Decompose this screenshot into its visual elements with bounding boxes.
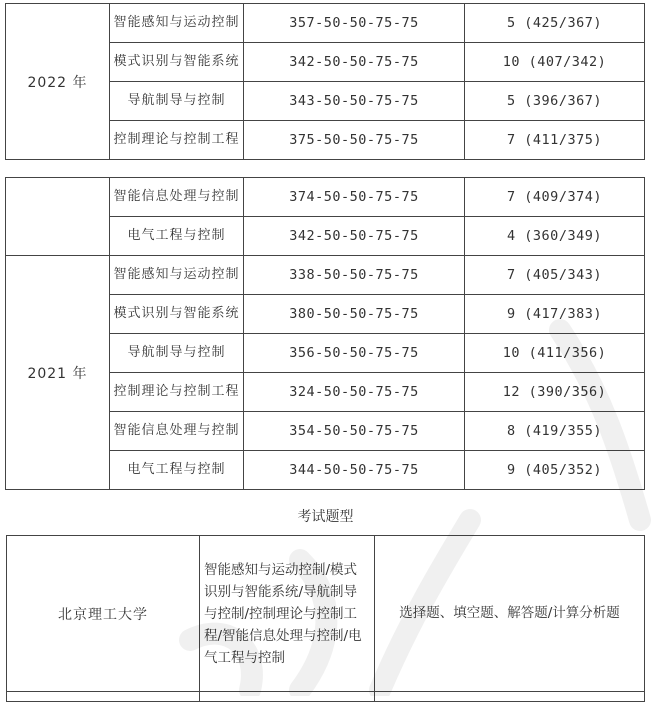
- score-cell: 324-50-50-75-75: [244, 373, 465, 412]
- table-2022-body: [6, 4, 645, 160]
- year-cell: 2021 年: [6, 256, 110, 490]
- university-cell: 北京理工大学: [7, 536, 200, 692]
- major-cell: 导航制导与控制: [110, 334, 244, 373]
- major-cell: 电气工程与控制: [110, 451, 244, 490]
- table-2021-body: [6, 178, 645, 490]
- score-cell: 375-50-50-75-75: [244, 121, 465, 160]
- ratio-cell: 10 (411/356): [465, 334, 645, 373]
- major-cell: 控制理论与控制工程: [110, 373, 244, 412]
- ratio-cell: 10 (407/342): [465, 43, 645, 82]
- ratio-cell: 5 (425/367): [465, 4, 645, 43]
- major-cell: 控制理论与控制工程: [110, 121, 244, 160]
- exam-type-table: [6, 535, 645, 702]
- exam-type-row: [7, 536, 645, 692]
- ratio-cell: 7 (411/375): [465, 121, 645, 160]
- score-cell: 342-50-50-75-75: [244, 217, 465, 256]
- ratio-cell: 5 (396/367): [465, 82, 645, 121]
- empty-cell: [6, 178, 110, 256]
- major-cell: 模式识别与智能系统: [110, 295, 244, 334]
- ratio-cell: 9 (405/352): [465, 451, 645, 490]
- majors-cell: 智能感知与运动控制/模式识别与智能系统/导航制导与控制/控制理论与控制工程/智能信息处理与控制/电气工程与控制: [200, 536, 375, 692]
- ratio-cell: 12 (390/356): [465, 373, 645, 412]
- score-cell: 357-50-50-75-75: [244, 4, 465, 43]
- score-cell: 380-50-50-75-75: [244, 295, 465, 334]
- major-cell: 导航制导与控制: [110, 82, 244, 121]
- score-cell: 354-50-50-75-75: [244, 412, 465, 451]
- table-2022: [5, 3, 645, 160]
- table-row: [6, 178, 645, 217]
- major-cell: 智能信息处理与控制: [110, 178, 244, 217]
- exam-type-row-partial: [7, 692, 645, 702]
- ratio-cell: 9 (417/383): [465, 295, 645, 334]
- score-cell: 344-50-50-75-75: [244, 451, 465, 490]
- ratio-cell: 7 (405/343): [465, 256, 645, 295]
- major-cell: 智能感知与运动控制: [110, 4, 244, 43]
- score-cell: 338-50-50-75-75: [244, 256, 465, 295]
- score-cell: 342-50-50-75-75: [244, 43, 465, 82]
- section-caption: 考试题型: [297, 509, 354, 525]
- major-cell: 智能感知与运动控制: [110, 256, 244, 295]
- table-row: [6, 4, 645, 43]
- question-types-cell: 选择题、填空题、解答题/计算分析题: [375, 536, 645, 692]
- ratio-cell: 7 (409/374): [465, 178, 645, 217]
- major-cell: 智能信息处理与控制: [110, 412, 244, 451]
- year-cell: 2022 年: [6, 4, 110, 160]
- score-cell: 356-50-50-75-75: [244, 334, 465, 373]
- major-cell: 模式识别与智能系统: [110, 43, 244, 82]
- ratio-cell: 8 (419/355): [465, 412, 645, 451]
- score-cell: 343-50-50-75-75: [244, 82, 465, 121]
- major-cell: 电气工程与控制: [110, 217, 244, 256]
- table-2021: [5, 177, 645, 490]
- score-cell: 374-50-50-75-75: [244, 178, 465, 217]
- table-row: [6, 256, 645, 295]
- ratio-cell: 4 (360/349): [465, 217, 645, 256]
